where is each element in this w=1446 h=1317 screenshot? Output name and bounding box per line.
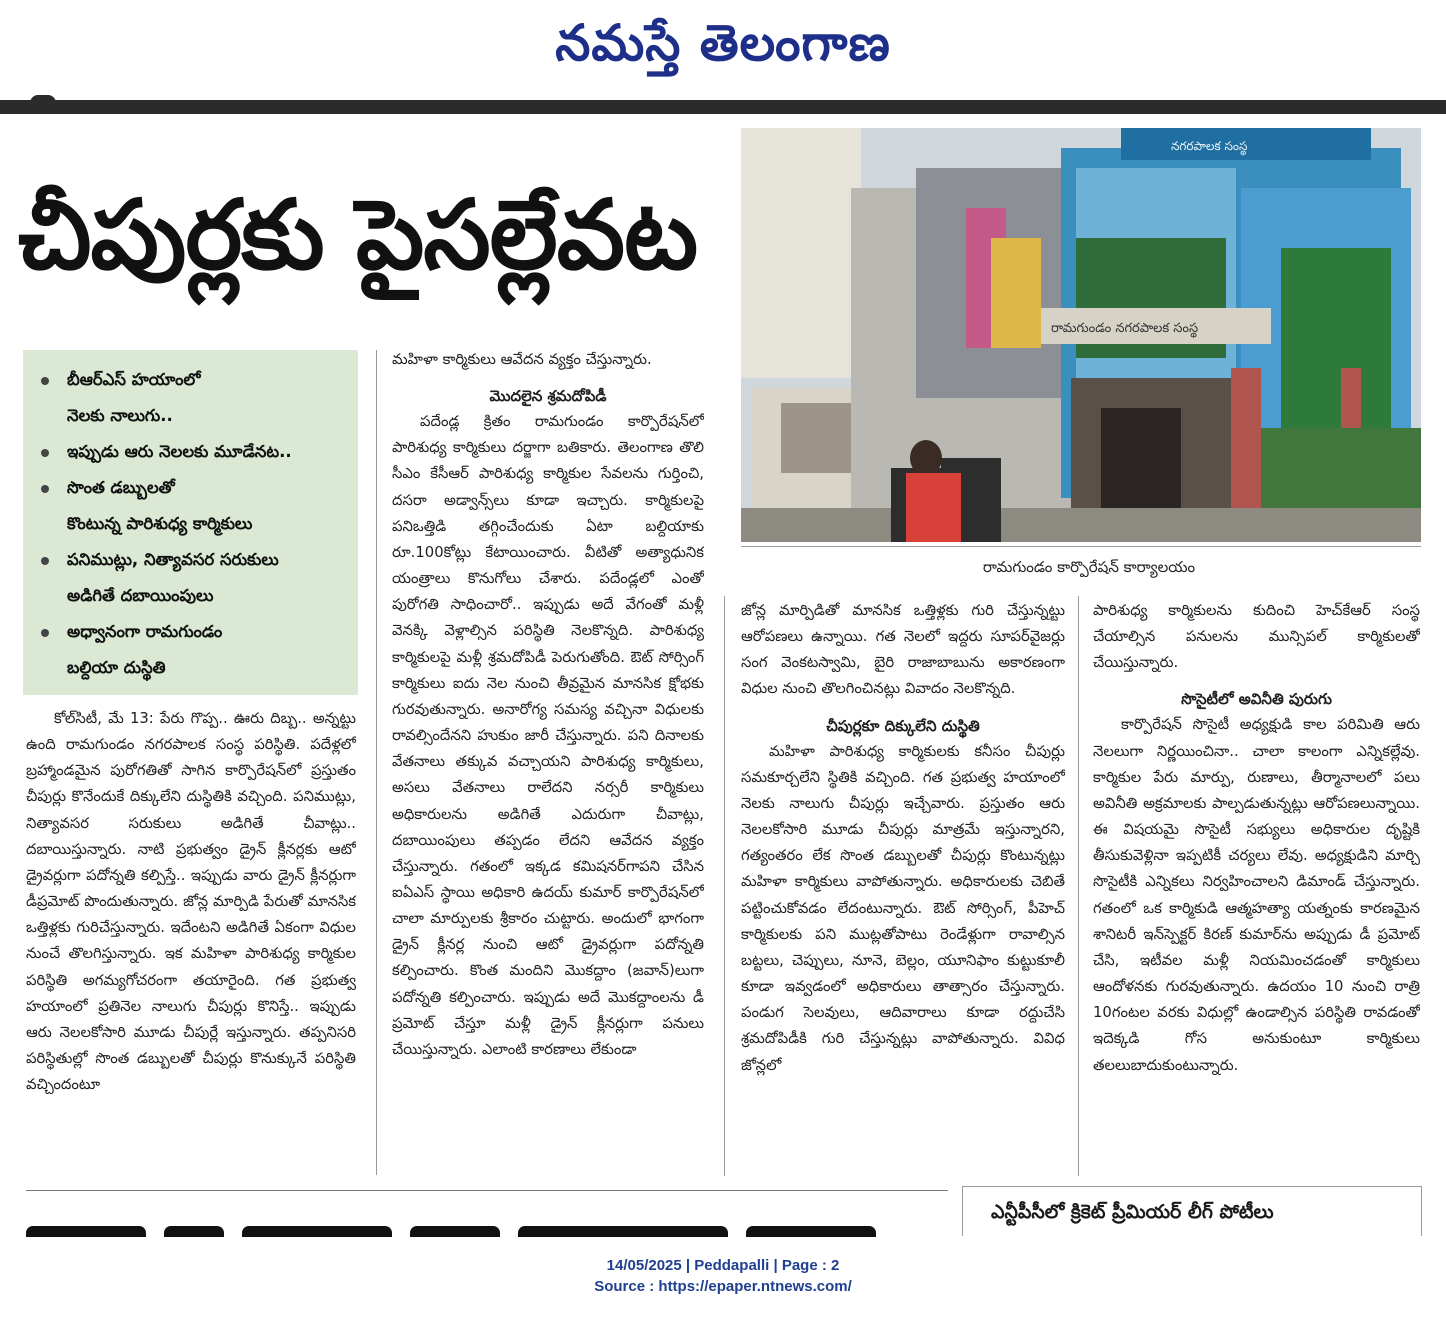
highlight-line: బల్దియా దుస్థితి — [67, 658, 166, 677]
subheading: చీపుర్లకూ దిక్కులేని దుస్థితి — [826, 716, 980, 735]
highlight-item — [41, 470, 344, 542]
article-paragraph: కార్పొరేషన్‌ సొసైటీ అధ్యక్షుడి కాల పరిమితి ఆరు నెలలుగా నిర్ణయించినా.. చాలా కాలంగా ఎన్నికల్లేవు. కార్మికుల పేరు మార్పు, రుణాలు, తీర్మానాలలో పలు అవినీతి అక్రమాలకు పాల్పడుతున్నట్లు ఆరోపణలున్నాయి. ఈ విషయమై సొసైటీ సభ్యులు అధికారుల దృష్టికి తీసుకువెళ్లినా ఇప్పటికీ చర్యలు లేవు. అధ్యక్షుడిని మార్చి సొసైటీకి ఎన్నికలు నిర్వహించాలని డిమాండ్‌ చేస్తున్నారు. గతంలో ఒక కార్మికుడి ఆత్మహత్యా యత్నంకు కారణమైన శానిటరీ ఇన్‌స్పెక్టర్‌ కిరణ్‌ కుమార్‌ను అప్పుడు డీ ప్రమోట్‌ చేసి, ఇటీవల మళ్లీ నియమించడంతో కార్మికులు ఆందోళనకు గురవుతున్నారు. ఉదయం 10 నుంచి రాత్రి 10గంటల వరకు విధుల్లో ఉండాల్సిన పరిస్థితి రావడంతో ఇదెక్కడి గోస అనుకుంటూ కార్మికులు తలలుబాదుకుంటున్నారు. — [1093, 716, 1420, 1074]
article-paragraph: మహిళా కార్మికులు ఆవేదన వ్యక్తం చేస్తున్నారు. — [392, 351, 652, 368]
article-paragraph: కోల్‌సిటీ, మే 13: పేరు గొప్ప.. ఊరు దిబ్బ.. అన్నట్టు ఉంది రామగుండం నగరపాలక సంస్థ పరిస్థితి. పదేళ్లలో బ్రహ్మాండమైన పురోగతితో సాగిన కార్పొరేషన్‌లో ప్రస్తుతం చీపుర్లు కొనేందుకే దిక్కులేని దుస్థితికి వచ్చింది. పనిముట్లు, నిత్యావసర సరుకులు అడిగితే చీవాట్లు.. దబాయిస్తున్నారు. నాటి ప్రభుత్వం డ్రైన్‌ క్లీనర్లకు ఆటో డ్రైవర్లుగా పదోన్నతి కల్పిస్తే.. ఇప్పుడు వారు డ్రైన్‌ క్లీనర్లుగా డీప్రమోట్‌ పొందుతున్నారు. జోన్ల మార్పిడి పేరుతో మానసిక ఒత్తిళ్లకు గురిచేస్తున్నారు. ఇదేంటని అడిగితే ఏకంగా విధుల నుంచే తొలగిస్తున్నారు. ఇక మహిళా పారిశుధ్య కార్మికుల పరిస్థితి అగమ్యగోచరంగా తయారైంది. గత ప్రభుత్వ హయాంలో ప్రతినెల నాలుగు చీపుర్లు కొనిస్తే.. ఇప్పుడు ఆరు నెలలకోసారి మూడు చీపుర్లే ఇస్తున్నారు. తప్పనిసరి పరిస్థితుల్లో సొంత డబ్బులతో చీపుర్లు కొనుక్కునే పరిస్థితి వచ్చిందంటూ — [26, 710, 356, 1094]
caption-rule — [741, 546, 1421, 547]
next-article-headline: ఎన్టీపీసీలో క్రికెట్‌ ప్రీమియర్‌ లీగ్‌ పోటీలు — [962, 1186, 1422, 1236]
next-article-headline-cropped — [26, 1225, 946, 1237]
article-paragraph: పారిశుధ్య కార్మికులను కుదించి హెచ్‌కేఆర్‌ సంస్థ చేయాల్సిన పనులను మున్సిపల్‌ కార్మికులతో చేయిస్తున్నారు. — [1093, 602, 1420, 672]
highlight-line: నెలకు నాలుగు.. — [67, 406, 173, 425]
next-article-rule — [26, 1190, 948, 1191]
article-paragraph: జోన్ల మార్పిడితో మానసిక ఒత్తిళ్లకు గురి చేస్తున్నట్టు ఆరోపణలు ఉన్నాయి. గత నెలలో ఇద్దరు సూపర్‌వైజర్లు సంగ వెంకటస్వామి, బైరి రాజాబాబును అకారణంగా విధుల నుంచి తొలగించినట్లు వివాదం నెలకొన్నది. — [741, 602, 1065, 698]
subheading: మొదలైన శ్రమదోపిడీ — [489, 387, 607, 406]
highlight-line: సొంత డబ్బులతో — [67, 478, 175, 497]
highlight-item — [41, 362, 344, 434]
highlights-box — [23, 350, 358, 695]
column-rule-2 — [724, 596, 725, 1176]
article-column-1 — [26, 706, 356, 1176]
highlight-item — [41, 434, 344, 470]
article-headline: చీపుర్లకు పైసల్లేవట — [18, 179, 698, 291]
highlight-item — [41, 614, 344, 686]
article-photo — [741, 128, 1421, 542]
subheading: సొసైటీలో అవినీతి పురుగు — [1181, 690, 1332, 709]
masthead-logo: నమస్తే తెలంగాణ — [555, 13, 891, 72]
article-column-2 — [392, 347, 704, 1177]
footer-date-edition: 14/05/2025 | Peddapalli | Page : 2 — [606, 1257, 840, 1274]
article-paragraph: మహిళా పారిశుధ్య కార్మికులకు కనీసం చీపుర్లు సమకూర్చలేని స్థితికి వచ్చింది. గత ప్రభుత్వ హయాంలో నెలకు నాలుగు చీపుర్లు ఇచ్చేవారు. ప్రస్తుతం ఆరు నెలలకోసారి మూడు చీపుర్లు మాత్రమే ఇస్తున్నారని, గత్యంతరం లేక సొంత డబ్బులతో చీపుర్లు కొంటున్నట్లు మహిళా కార్మికులు వాపోతున్నారు. అధికారులకు చెబితే పట్టించుకోవడం లేదంటున్నారు. ఔట్‌ సోర్సింగ్‌, పీహెచ్‌ కార్మికులకు పని ముట్లతోపాటు రెండేళ్లుగా రావాల్సిన బట్టలు, చెప్పులు, నూనె, బెల్లం, యూనిఫాం కుట్టుకూలీ కూడా ఇవ్వడంలో అధికారులు తాత్సారం చేస్తున్నారు. పండుగ సెలవులు, ఆదివారాలు కూడా రద్దుచేసి శ్రమదోపిడీకి గురి చేస్తున్నట్లు వాపోతున్నారు. వివిధ జోన్లలో — [741, 742, 1065, 1074]
highlight-line: బీఆర్‌ఎస్‌ హయాంలో — [67, 370, 201, 389]
building-top-sign-text: నగరపాలక సంస్థ — [1171, 139, 1248, 153]
building-illustration — [741, 128, 1421, 542]
photo-caption: రామగుండం కార్పొరేషన్‌ కార్యాలయం — [982, 558, 1196, 576]
footer-source-link[interactable]: Source : https://epaper.ntnews.com/ — [594, 1278, 852, 1295]
highlight-line: కొంటున్న పారిశుధ్య కార్మికులు — [67, 514, 253, 533]
header-rule — [0, 100, 1446, 114]
highlight-line: అడిగితే దబాయింపులు — [67, 586, 214, 605]
highlight-line: అధ్వానంగా రామగుండం — [67, 622, 223, 641]
highlight-line: పనిముట్లు, నిత్యావసర సరుకులు — [67, 550, 279, 569]
article-column-4 — [1093, 598, 1420, 1178]
article-column-3 — [741, 598, 1065, 1176]
page-footer — [0, 1255, 1446, 1297]
highlight-item — [41, 542, 344, 614]
building-sign-text: రామగుండం నగరపాలక సంస్థ — [1051, 321, 1199, 336]
column-rule-3 — [1078, 596, 1079, 1176]
column-rule-1 — [376, 350, 377, 1175]
article-paragraph: పదేండ్ల క్రితం రామగుండం కార్పొరేషన్‌లో పారిశుధ్య కార్మికులు దర్జాగా బతికారు. తెలంగాణ తొలి సీఎం కేసీఆర్‌ పారిశుధ్య కార్మికుల సేవలను గుర్తించి, దసరా అడ్వాన్స్‌లు కూడా ఇచ్చారు. కార్మికులపై పనిఒత్తిడి తగ్గించేందుకు ఏటా బల్దియాకు రూ.100కోట్లు కేటాయించారు. వీటితో అత్యాధునిక యంత్రాలు కొనుగోలు చేశారు. పదేండ్లలో ఎంతో పురోగతి సాధించారో.. ఇప్పుడు అదే వేగంతో మళ్లీ వెనక్కి వెళ్లాల్సిన పరిస్థితి నెలకొన్నది. పారిశుధ్య కార్మికులపై మళ్లీ శ్రమదోపిడీ పెరుగుతోంది. ఔట్‌ సోర్సింగ్‌ కార్మికులు ఐదు నెల నుంచి తీవ్రమైన మానసిక క్షోభకు గురవుతున్నారు. అనారోగ్య సమస్య వచ్చినా విధులకు రావల్సిందేనని హుకుం జారీ చేస్తున్నారు. పని దినాలకు వేతనాలు తక్కువ వచ్చాయని పారిశుధ్య కార్మికులు, అసలు వేతనాలు రాలేదని నర్సరీ కార్మికులు అధికారులను అడిగితే ఎదురుగా చీవాట్లు, దబాయింపులు తప్పడం లేదని ఆవేదన వ్యక్తం చేస్తున్నారు. గతంలో ఇక్కడ కమిషనర్‌గాపని చేసిన ఐఏఎస్‌ స్థాయి అధికారి ఉదయ్‌ కుమార్‌ కార్పొరేషన్‌లో చాలా మార్పులకు శ్రీకారం చుట్టారు. అందులో భాగంగా డ్రైన్‌ క్లీనర్ల నుంచి ఆటో డ్రైవర్లుగా పదోన్నతి కల్పించారు. కొంత మందిని మొకద్దాం (జవాన్‌)లుగా పదోన్నతి కల్పించారు. ఇప్పుడు అదే మొకద్దాంలను డీ ప్రమోట్‌ చేస్తూ మళ్లీ డ్రైన్‌ క్లీనర్లుగా పనులు చేయిస్తున్నారు. ఎలాంటి కారణాలు లేకుండా — [392, 413, 704, 1058]
highlight-line: ఇప్పుడు ఆరు నెలలకు మూడేనట.. — [67, 442, 292, 461]
